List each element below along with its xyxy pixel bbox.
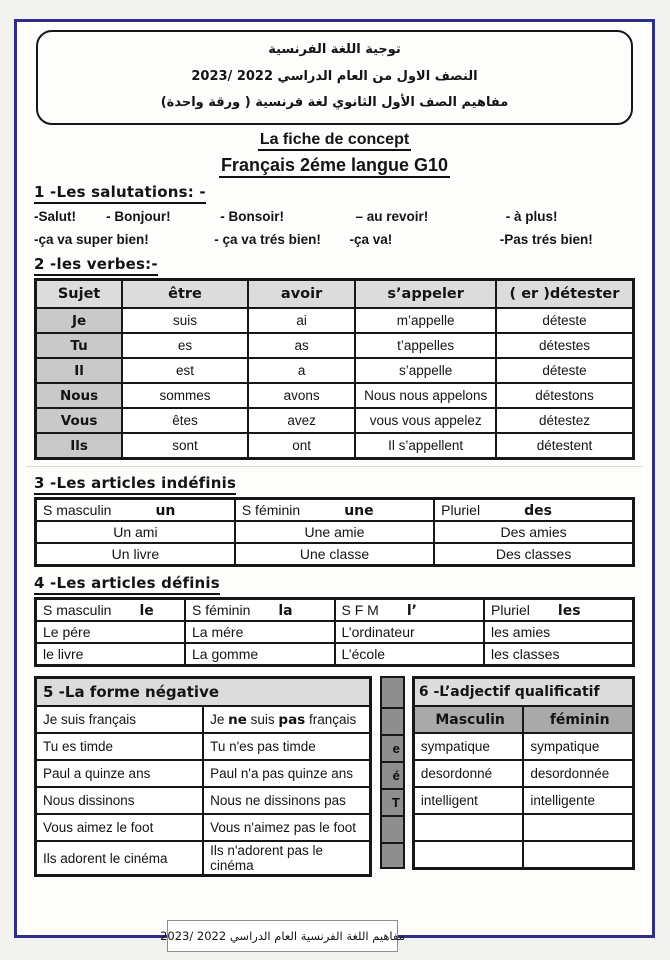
table-row: [36, 333, 634, 358]
section-heading-verbes: 2 -les verbes:-: [34, 255, 635, 273]
table-row: [36, 358, 634, 383]
forme-negative-table: [34, 676, 372, 878]
strip-cell: [382, 844, 403, 867]
column-header: être: [122, 279, 248, 308]
negative-cell: Vous n'aimez pas le foot: [203, 814, 371, 841]
doc-title-text: La fiche de concept: [258, 131, 411, 151]
header-box: [36, 30, 633, 125]
article-header: S F M l’: [335, 598, 485, 621]
header-line-1: توجية اللغة الفرنسية: [268, 42, 401, 57]
verb-cell: détestons: [496, 383, 634, 408]
affirmative-cell: Vous aimez le foot: [36, 814, 204, 841]
table-row: [36, 733, 371, 760]
adjective-cell: [413, 814, 523, 841]
article-header: Pluriel les: [484, 598, 634, 621]
page-frame: [14, 19, 655, 938]
emphasis-pas: pas: [278, 711, 306, 728]
adjective-cell: intelligente: [523, 787, 633, 814]
table-row: [36, 706, 371, 733]
article-cell: Un ami: [36, 521, 235, 543]
verb-cell: suis: [122, 308, 248, 333]
divider: [26, 466, 643, 467]
affirmative-cell: Je suis français: [36, 706, 204, 733]
article-header: Pluriel des: [434, 498, 633, 521]
negative-cell: Je ne suis pas français: [203, 706, 371, 733]
greeting-item: -ça va!: [349, 231, 393, 247]
section-heading-forme-negative: 5 -La forme négative: [36, 677, 371, 706]
section-heading-articles-definis: 4 -Les articles définis: [34, 574, 635, 592]
page-content: [17, 22, 652, 877]
table-row: [36, 621, 634, 643]
table-row: [36, 814, 371, 841]
verb-cell: avez: [248, 408, 356, 433]
affirmative-cell: Ils adorent le cinéma: [36, 841, 204, 876]
column-header: ( er )détester: [496, 279, 634, 308]
table-row: [413, 760, 633, 787]
table-header-row: [36, 498, 634, 521]
article-cell: L’école: [335, 643, 485, 665]
article-cell: Le pére: [36, 621, 186, 643]
adjective-cell: sympatique: [523, 733, 633, 760]
article-header: S masculin un: [36, 498, 235, 521]
subject-cell: Je: [36, 308, 123, 333]
article-header: S masculin le: [36, 598, 186, 621]
article-cell: Des classes: [434, 543, 633, 565]
verb-cell: t’appelles: [355, 333, 496, 358]
column-header: féminin: [523, 706, 633, 733]
strip-letter: é: [382, 763, 403, 790]
verb-cell: Nous nous appelons: [355, 383, 496, 408]
header-line-3: مفاهيم الصف الأول الثانوي لغة فرنسية ( ورقة واحدة): [160, 95, 509, 111]
column-header: s’appeler: [355, 279, 496, 308]
table-header-row: [36, 677, 371, 706]
negative-cell: Tu n'es pas timde: [203, 733, 371, 760]
section-heading-articles-indefinis: 3 -Les articles indéfinis: [34, 474, 635, 492]
verbs-table: [34, 278, 635, 460]
table-row: [36, 543, 634, 565]
strip-letter: T: [382, 790, 403, 817]
adjective-cell: [413, 841, 523, 868]
verb-cell: détestes: [496, 333, 634, 358]
table-header-row: [413, 706, 633, 733]
verb-cell: Il s’appellent: [355, 433, 496, 458]
greeting-item: - Bonsoir!: [220, 208, 285, 224]
verb-cell: êtes: [122, 408, 248, 433]
table-row: [36, 308, 634, 333]
table-row: [413, 814, 633, 841]
bottom-section: [34, 676, 635, 878]
greeting-item: - ça va trés bien!: [214, 231, 321, 247]
greeting-item: - Bonjour!: [106, 208, 171, 224]
adjective-cell: [523, 841, 633, 868]
verb-cell: déteste: [496, 358, 634, 383]
strip-letter: e: [382, 736, 403, 763]
letter-strip: [380, 676, 405, 869]
article-cell: les amies: [484, 621, 634, 643]
verb-cell: ai: [248, 308, 356, 333]
subject-cell: Nous: [36, 383, 123, 408]
salutations-row-2: [34, 232, 635, 247]
strip-cell: [382, 709, 403, 736]
table-row: [36, 383, 634, 408]
article-cell: La mére: [185, 621, 335, 643]
article-header: S féminin la: [185, 598, 335, 621]
verb-cell: détestent: [496, 433, 634, 458]
article-cell: Un livre: [36, 543, 235, 565]
subject-cell: Il: [36, 358, 123, 383]
adjective-cell: desordonnée: [523, 760, 633, 787]
table-row: [413, 733, 633, 760]
greeting-item: -ça va super bien!: [34, 231, 149, 247]
verb-cell: es: [122, 333, 248, 358]
table-row: [36, 521, 634, 543]
doc-subtitle: [34, 155, 635, 176]
strip-cell: [382, 678, 403, 709]
footer-box: [160, 920, 405, 952]
verb-cell: as: [248, 333, 356, 358]
table-row: [413, 841, 633, 868]
greeting-item: – au revoir!: [355, 208, 429, 224]
column-header: Masculin: [413, 706, 523, 733]
articles-indefinis-table: [34, 497, 635, 567]
negative-cell: Ils n'adorent pas le cinéma: [203, 841, 371, 876]
article-cell: Des amies: [434, 521, 633, 543]
affirmative-cell: Nous dissinons: [36, 787, 204, 814]
doc-subtitle-text: Français 2éme langue G10: [219, 155, 450, 178]
table-row: [36, 433, 634, 458]
verb-cell: m’appelle: [355, 308, 496, 333]
adjective-cell: intelligent: [413, 787, 523, 814]
column-header: avoir: [248, 279, 356, 308]
verb-cell: est: [122, 358, 248, 383]
adjective-cell: desordonné: [413, 760, 523, 787]
emphasis-ne: ne: [228, 711, 247, 728]
table-row: [413, 787, 633, 814]
footer-label: مفاهيم اللغة الفرنسية العام الدراسي 2022 /2023: [160, 929, 405, 943]
strip-cell: [382, 817, 403, 844]
table-row: [36, 787, 371, 814]
article-cell: Une classe: [235, 543, 434, 565]
verb-cell: a: [248, 358, 356, 383]
table-header-row: [36, 598, 634, 621]
column-header: Sujet: [36, 279, 123, 308]
verb-cell: ont: [248, 433, 356, 458]
adjective-cell: [523, 814, 633, 841]
verb-cell: sont: [122, 433, 248, 458]
subject-cell: Ils: [36, 433, 123, 458]
article-cell: L’ordinateur: [335, 621, 485, 643]
greeting-item: - à plus!: [505, 208, 558, 224]
salutations-row-1: [34, 209, 635, 224]
greeting-item: -Salut!: [34, 208, 76, 224]
article-header: S féminin une: [235, 498, 434, 521]
table-header-row: [36, 279, 634, 308]
negative-cell: Nous ne dissinons pas: [203, 787, 371, 814]
table-row: [36, 408, 634, 433]
affirmative-cell: Tu es timde: [36, 733, 204, 760]
articles-definis-table: [34, 597, 635, 667]
article-cell: La gomme: [185, 643, 335, 665]
verb-cell: avons: [248, 383, 356, 408]
article-cell: les classes: [484, 643, 634, 665]
table-header-row: [413, 677, 633, 706]
negative-cell: Paul n'a pas quinze ans: [203, 760, 371, 787]
verb-cell: s’appelle: [355, 358, 496, 383]
greeting-item: -Pas trés bien!: [499, 231, 593, 247]
section-heading-adjectif: 6 -L’adjectif qualificatif: [413, 677, 633, 706]
table-row: [36, 760, 371, 787]
verb-cell: détestez: [496, 408, 634, 433]
table-row: [36, 643, 634, 665]
subject-cell: Vous: [36, 408, 123, 433]
adjective-cell: sympatique: [413, 733, 523, 760]
verb-cell: vous vous appelez: [355, 408, 496, 433]
article-cell: Une amie: [235, 521, 434, 543]
section-heading-salutations: 1 -Les salutations: -: [34, 183, 635, 201]
article-cell: le livre: [36, 643, 186, 665]
table-row: [36, 841, 371, 876]
verb-cell: déteste: [496, 308, 634, 333]
subject-cell: Tu: [36, 333, 123, 358]
doc-title: [34, 131, 635, 149]
verb-cell: sommes: [122, 383, 248, 408]
adjectifs-table: [412, 676, 635, 870]
affirmative-cell: Paul a quinze ans: [36, 760, 204, 787]
header-line-2: النصف الاول من العام الدراسي 2022 /2023: [191, 68, 478, 84]
